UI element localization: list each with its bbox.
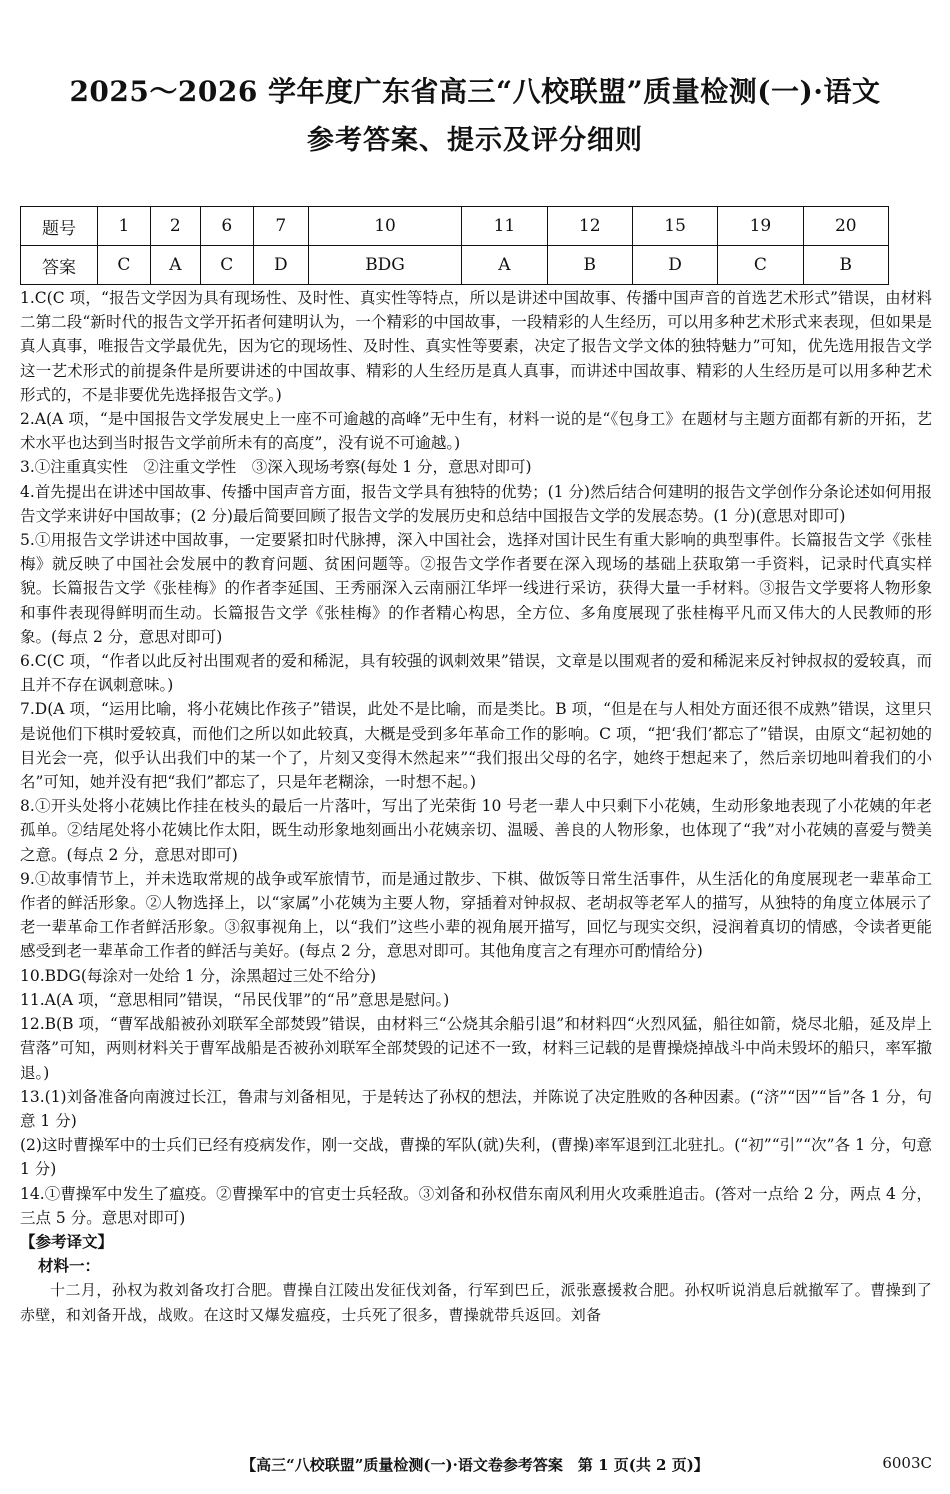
answer-item-7: 7.D(A 项，“运用比喻，将小花姨比作孩子”错误，此处不是比喻，而是类比。B 项，“但是在与人相处方面还很不成熟”错误，这里只是说他们下棋时爱较真，而他们之所以如此较真，大概是受到多年革命工作的影响。C 项，“把‘我们’都忘了”错误，由原文“起初她的目光会一亮，似乎认出我们中的某一个了，片刻又变得木然起来”“我们报出父母的名字，她终于想起来了，然后亲切地叫着我们的小名”可知，她并没有把“我们”都忘了，只是年老糊涂，一时想不起。) (20, 700, 932, 792)
document-code: 6003C (882, 1454, 932, 1472)
question-cell: 10 (308, 207, 461, 246)
answer-item-5: 5.①用报告文学讲述中国故事，一定要紧扣时代脉搏，深入中国社会，选择对国计民生有重大影响的典型事件。长篇报告文学《张桂梅》就反映了中国社会发展中的教育问题、贫困问题等。②报告文学作者要在深入现场的基础上获取第一手资料，记录时代真实样貌。长篇报告文学《张桂梅》的作者李延国、王秀丽深入云南丽江华坪一线进行采访，获得大量一手材料。③报告文学要将人物形象和事件表现得鲜明而生动。长篇报告文学《张桂梅》的作者精心构思，全方位、多角度展现了张桂梅平凡而又伟大的人民教师的形象。(每点 2 分，意思对即可) (20, 531, 932, 646)
answer-item-14: 14.①曹操军中发生了瘟疫。②曹操军中的官吏士兵轻敌。③刘备和孙权借东南风利用火攻乘胜追击。(答对一点给 2 分，两点 4 分，三点 5 分。意思对即可) (20, 1184, 932, 1227)
answer-item-2: 2.A(A 项，“是中国报告文学发展史上一座不可逾越的高峰”无中生有，材料一说的是“《包身工》在题材与主题方面都有新的开拓，艺术水平也达到当时报告文学前所未有的高度”，没有说不可逾越。) (20, 410, 932, 453)
translation-heading: 【参考译文】 (20, 1231, 114, 1251)
answer-item-13: 13.(1)刘备准备向南渡过长江，鲁肃与刘备相见，于是转达了孙权的想法，并陈说了决定胜败的各种因素。(“济”“因”“旨”各 1 分，句意 1 分) (2)这时曹操军中的士兵们已经有疫病发作，刚一交战，曹操的军队(就)失利，(曹操)率军退到江北驻扎。(“初”“引”“次”各 1 分，句意 1 分) (20, 1087, 932, 1179)
answer-item-10: 10.BDG(每涂对一处给 1 分，涂黑超过三处不给分) (20, 966, 377, 985)
question-cell: 1 (98, 207, 151, 246)
question-cell: 6 (200, 207, 253, 246)
answer-cell: B (547, 246, 632, 285)
page-title: 2025～2026 学年度广东省高三“八校联盟”质量检测(一)·语文 (69, 75, 881, 108)
answer-item-11: 11.A(A 项，“意思相同”错误，“吊民伐罪”的“吊”意思是慰问。) (20, 990, 450, 1009)
material-label: 材料一： (38, 1256, 101, 1276)
answer-cell: C (718, 246, 803, 285)
question-cell: 12 (547, 207, 632, 246)
question-cell: 7 (253, 207, 308, 246)
answer-row (21, 246, 889, 285)
page-subtitle: 参考答案、提示及评分细则 (307, 125, 643, 156)
row-label: 题号 (21, 207, 98, 246)
question-cell: 19 (718, 207, 803, 246)
answer-item-3: 3.①注重真实性 ②注重文学性 ③深入现场考察(每处 1 分，意思对即可) (20, 458, 532, 477)
question-cell: 15 (632, 207, 717, 246)
answer-cell: C (200, 246, 253, 285)
question-number-row (21, 207, 889, 246)
translation-text: 十二月，孙权为救刘备攻打合肥。曹操自江陵出发征伐刘备，行军到巴丘，派张憙援救合肥。孙权听说消息后就撤军了。曹操到了赤壁，和刘备开战，战败。在这时又爆发瘟疫，士兵死了很多，曹操就带兵返回。刘备 (20, 1281, 932, 1324)
answer-cell: BDG (308, 246, 461, 285)
answer-cell: D (632, 246, 717, 285)
answer-explanations (20, 286, 932, 1327)
answer-item-12: 12.B(B 项，“曹军战船被孙刘联军全部焚毁”错误，由材料三“公烧其余船引退”和材料四“火烈风猛，船往如箭，烧尽北船，延及岸上营落”可知，两则材料关于曹军战船是否被孙刘联军全部焚毁的记述不一致，材料三记载的是曹操烧掉战斗中尚未毁坏的船只，率军撤退。) (20, 1015, 932, 1082)
answer-table (20, 206, 889, 285)
answer-item-9: 9.①故事情节上，并未选取常规的战争或军旅情节，而是通过散步、下棋、做饭等日常生活事件，从生活化的角度展现老一辈革命工作者的鲜活形象。②人物选择上，以“家属”小花姨为主要人物，穿插着对钟叔叔、老胡叔等老军人的描写，从独特的角度立体展示了老一辈革命工作者鲜活形象。③叙事视角上，以“我们”这些小辈的视角展开描写，回忆与现实交织，浸润着真切的情感，令读者更能感受到老一辈革命工作者的鲜活与美好。(每点 2 分，意思对即可。其他角度言之有理亦可酌情给分) (20, 869, 932, 961)
question-cell: 11 (462, 207, 547, 246)
page-footer: 【高三“八校联盟”质量检测(一)·语文卷参考答案 第 1 页(共 2 页)】 (241, 1456, 709, 1474)
question-cell: 2 (150, 207, 200, 246)
question-cell: 20 (803, 207, 888, 246)
answer-cell: A (150, 246, 200, 285)
answer-item-6: 6.C(C 项，“作者以此反衬出围观者的爱和稀泥，具有较强的讽刺效果”错误，文章是以围观者的爱和稀泥来反衬钟叔叔的爱较真，而且并不存在讽刺意味。) (20, 652, 932, 695)
answer-cell: B (803, 246, 888, 285)
answer-item-1: 1.C(C 项，“报告文学因为具有现场性、及时性、真实性等特点，所以是讲述中国故事、传播中国声音的首选艺术形式”错误，由材料二第二段“新时代的报告文学开拓者何建明认为，一个精彩的中国故事，一段精彩的人生经历，可以用多种艺术形式来表现，但如果是真人真事，唯报告文学最优先，因为它的现场性、及时性、真实性等要素，决定了报告文学文体的独特魅力”可知，优先选用报告文学这一艺术形式的前提条件是所要讲述的中国故事、精彩的人生经历是真人真事，而讲述中国故事、精彩的人生经历是可以用多种艺术形式的，不是非要优先选择报告文学。) (20, 289, 932, 404)
row-label: 答案 (21, 246, 98, 285)
answer-cell: C (98, 246, 151, 285)
answer-item-8: 8.①开头处将小花姨比作挂在枝头的最后一片落叶，写出了光荣街 10 号老一辈人中只剩下小花姨，生动形象地表现了小花姨的年老孤单。②结尾处将小花姨比作太阳，既生动形象地刻画出小花姨亲切、温暖、善良的人物形象，也体现了“我”对小花姨的喜爱与赞美之意。(每点 2 分，意思对即可) (20, 797, 932, 864)
answer-cell: A (462, 246, 547, 285)
answer-item-4: 4.首先提出在讲述中国故事、传播中国声音方面，报告文学具有独特的优势；(1 分)然后结合何建明的报告文学创作分条论述如何用报告文学来讲好中国故事；(2 分)最后简要回顾了报告文学的发展历史和总结中国报告文学的发展态势。(1 分)(意思对即可) (20, 482, 932, 525)
answer-cell: D (253, 246, 308, 285)
